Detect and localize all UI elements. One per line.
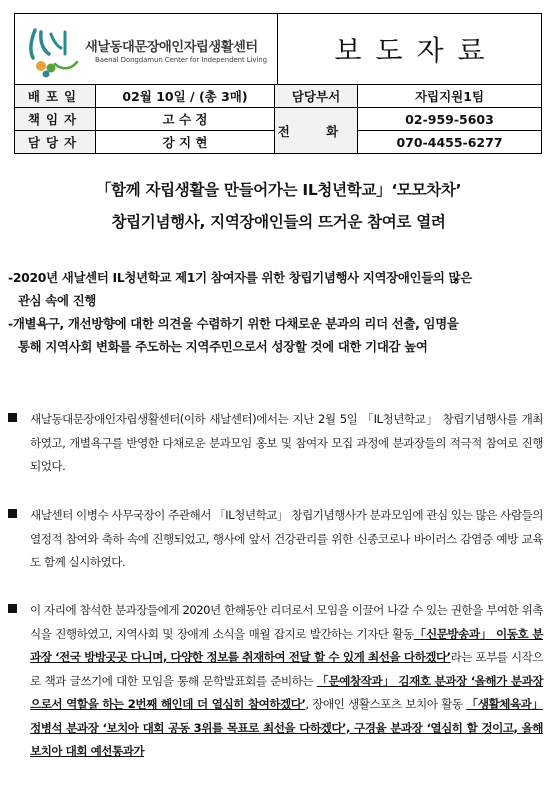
- body-paragraph-1: [8, 408, 543, 479]
- table-row: [15, 108, 542, 131]
- quote-sports-dept: 「생활체육과」 정병석 분과장 ‘보치아 대회 공동 3위를 목표로 최선을 다하겠다’, 구경율 분과장 ‘열심히 할 것이고, 올해 보치아 대회 예선통과가: [30, 697, 543, 758]
- quote-newspaper-dept: 「신문방송과」 이동호 분과장 ‘전국 방방곳곳 다니며, 다양한 정보를 취재하여 전달 할 수 있게 최선을 다하겠다’: [30, 626, 543, 664]
- body-paragraph-3: [8, 599, 543, 764]
- body-paragraph-2: [8, 504, 543, 575]
- summary-item: [8, 266, 542, 312]
- document-header: [14, 13, 542, 85]
- paragraph-text: 새날센터 이병수 사무국장이 주관해서 「IL청년학교」 창립기념행사가 분과모임에 관심 있는 많은 사람들의 열정적 참여와 축하 속에 진행되었고, 행사에 앞서 건강관리를 위한 신종코로나 바이러스 감염증 예방 교육도 함께 실시하였다.: [30, 508, 543, 569]
- logo-emblem-icon: [21, 24, 83, 78]
- summary-item: [8, 312, 542, 358]
- department-label: 담당부서: [275, 85, 358, 108]
- phone-label: 전 화: [275, 108, 358, 154]
- paragraph-run: , 장애인 생활스포츠 보치아 활동: [305, 697, 467, 711]
- paragraph-text: [8, 599, 543, 764]
- headline-line-1: 「함께 자립생활을 만들어가는 IL청년학교」‘모모차차’: [95, 181, 462, 199]
- logo-korean-text: 새날동대문장애인자립생활센터: [85, 40, 258, 55]
- doc-type-title-box: [278, 14, 541, 84]
- phone-value-1: 02-959-5603: [358, 108, 542, 131]
- phone-value-2: 070-4455-6277: [358, 131, 542, 154]
- department-value: 자립지원1팀: [358, 85, 542, 108]
- logo-english-text: Baenal Dongdamun Center for Independent Living: [95, 56, 267, 64]
- summary-line: -개별욕구, 개선방향에 대한 의견을 수렴하기 위한 다채로운 분과의 리더 선출, 임명을: [8, 316, 459, 331]
- release-date-value: 02월 10일 / (총 3매): [96, 85, 275, 108]
- paragraph-text: 새날동대문장애인자립생활센터(이하 새날센터)에서는 지난 2월 5일 「IL청년학교」 창립기념행사를 개최하였고, 개별욕구를 반영한 다채로운 분과모임 홍보 및 참여자 모집 과정에 분과장들의 적극적 참여로 진행되었다.: [30, 412, 543, 473]
- square-bullet-icon: [8, 509, 17, 518]
- paragraph-run: 라는 포부를 시작으로 책과 글쓰기에 대한 모임을 통해 문학발표회를 준비하는: [30, 650, 544, 688]
- info-table: [14, 84, 542, 154]
- organization-logo: [15, 14, 278, 84]
- summary-line: 관심 속에 진행: [18, 293, 97, 308]
- release-date-label: 배포일: [15, 85, 96, 108]
- headline-line-2: 창립기념행사, 지역장애인들의 뜨거운 참여로 열려: [111, 213, 446, 231]
- quote-literature-dept: 「문예창작과」 김재호 분과장 ‘올해가 분과장으로서 역할을 하는 2번째 해인데 더 열심히 참여하겠다’: [30, 673, 543, 711]
- doc-type-title: 보도자료: [334, 34, 499, 67]
- summary-block: [8, 266, 542, 358]
- summary-line: 통해 지역사회 변화를 주도하는 지역주민으로서 성장할 것에 대한 기대감 높여: [18, 339, 428, 354]
- contact-label: 담당자: [15, 131, 96, 154]
- square-bullet-icon: [8, 413, 17, 422]
- manager-label: 책임자: [15, 108, 96, 131]
- square-bullet-icon: [8, 604, 17, 613]
- table-row: [15, 85, 542, 108]
- manager-value: 고 수 정: [96, 108, 275, 131]
- paragraph-run: 이 자리에 참석한 분과장들에게 2020년 한해동안 리더로서 모임을 이끌어 나갈 수 있는 권한을 부여한 위촉식을 진행하였고, 지역사회 및 장애계 소식을 매월 잡지로 발간하는 기자단 활동: [30, 603, 543, 641]
- summary-line: -2020년 새날센터 IL청년학교 제1기 참여자를 위한 창립기념행사 지역장애인들의 많은: [8, 270, 472, 285]
- contact-value: 강 지 현: [96, 131, 275, 154]
